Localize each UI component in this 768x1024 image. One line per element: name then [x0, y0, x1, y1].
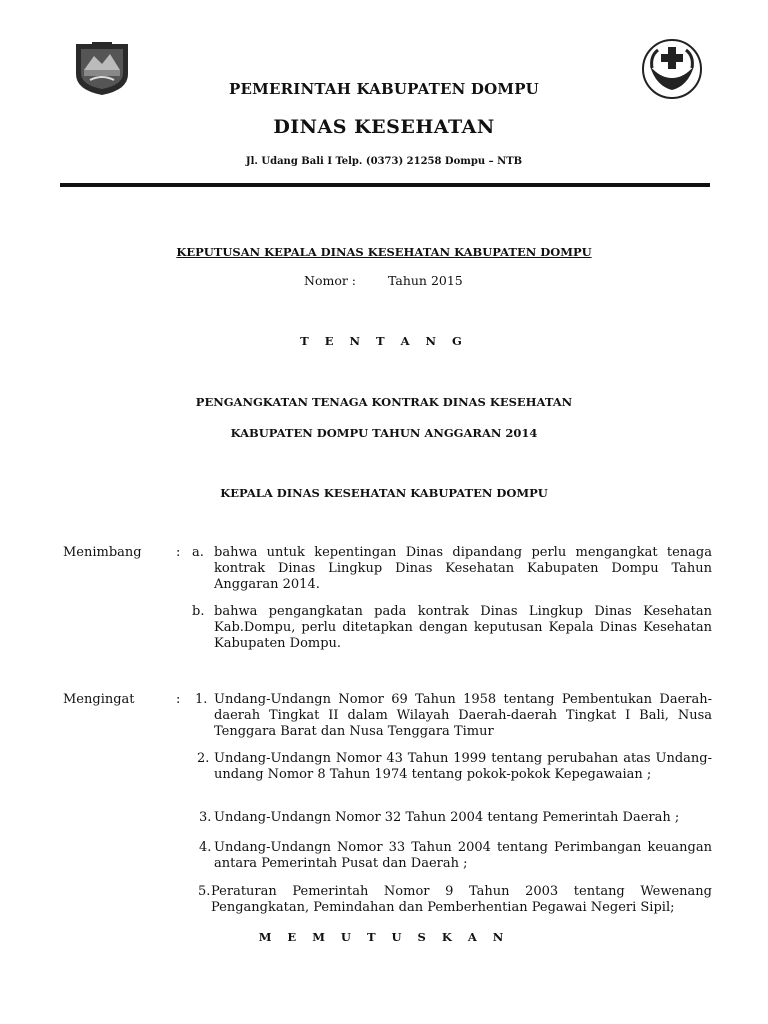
menimbang-marker-b: b.: [192, 604, 205, 619]
agency-heading: DINAS KESEHATAN: [273, 116, 495, 138]
header-divider: [60, 183, 710, 187]
mengingat-marker-4: 4.: [199, 840, 212, 855]
decree-year: Tahun 2015: [388, 273, 463, 288]
menimbang-colon: :: [176, 545, 181, 560]
mengingat-item-2: Undang-Undangn Nomor 43 Tahun 1999 tentang perubahan atas Undang-undang Nomor 8 Tahun 1974 tentang pokok-pokok Kepegawaian ;: [214, 751, 712, 782]
menimbang-item-a: bahwa untuk kepentingan Dinas dipandang perlu mengangkat tenaga kontrak Dinas Lingkup Dinas Kesehatan Kabupaten Dompu Tahun Anggaran 2014.: [214, 545, 712, 592]
decision-heading: M E M U T U S K A N: [258, 930, 510, 944]
mengingat-marker-1: 1.: [195, 692, 208, 707]
menimbang-item-b: bahwa pengangkatan pada kontrak Dinas Lingkup Dinas Kesehatan Kab.Dompu, perlu ditetapkan dengan keputusan Kepala Dinas Kesehatan Kabupaten Dompu.: [214, 604, 712, 651]
mengingat-item-3: Undang-Undangn Nomor 32 Tahun 2004 tentang Pemerintah Daerah ;: [214, 810, 680, 825]
decree-title: KEPUTUSAN KEPALA DINAS KESEHATAN KABUPATEN DOMPU: [176, 245, 592, 259]
mengingat-colon: :: [176, 692, 181, 707]
about-heading: T E N T A N G: [300, 334, 468, 348]
mengingat-marker-3: 3.: [199, 810, 212, 825]
mengingat-item-4: Undang-Undangn Nomor 33 Tahun 2004 tentang Perimbangan keuangan antara Pemerintah Pusat dan Daerah ;: [214, 840, 712, 871]
government-heading: PEMERINTAH KABUPATEN DOMPU: [229, 80, 539, 98]
authority-heading: KEPALA DINAS KESEHATAN KABUPATEN DOMPU: [220, 486, 548, 500]
menimbang-label: Menimbang: [63, 545, 142, 560]
subject-line-2: KABUPATEN DOMPU TAHUN ANGGARAN 2014: [230, 426, 538, 440]
mengingat-marker-5: 5.: [198, 884, 211, 899]
mengingat-marker-2: 2.: [197, 751, 210, 766]
menimbang-marker-a: a.: [192, 545, 204, 560]
mengingat-item-5: Peraturan Pemerintah Nomor 9 Tahun 2003 tentang Wewenang Pengangkatan, Pemindahan dan Pemberhentian Pegawai Negeri Sipil;: [211, 884, 712, 915]
decree-number-label: Nomor :: [304, 273, 357, 288]
subject-line-1: PENGANGKATAN TENAGA KONTRAK DINAS KESEHATAN: [195, 395, 573, 409]
agency-address: Jl. Udang Bali I Telp. (0373) 21258 Dompu – NTB: [245, 156, 523, 167]
mengingat-label: Mengingat: [63, 692, 135, 707]
mengingat-item-1: Undang-Undangn Nomor 69 Tahun 1958 tentang Pembentukan Daerah-daerah Tingkat II dalam Wilayah Daerah-daerah Tingkat I Bali, Nusa Tenggara Barat dan Nusa Tenggara Timur: [214, 692, 712, 739]
